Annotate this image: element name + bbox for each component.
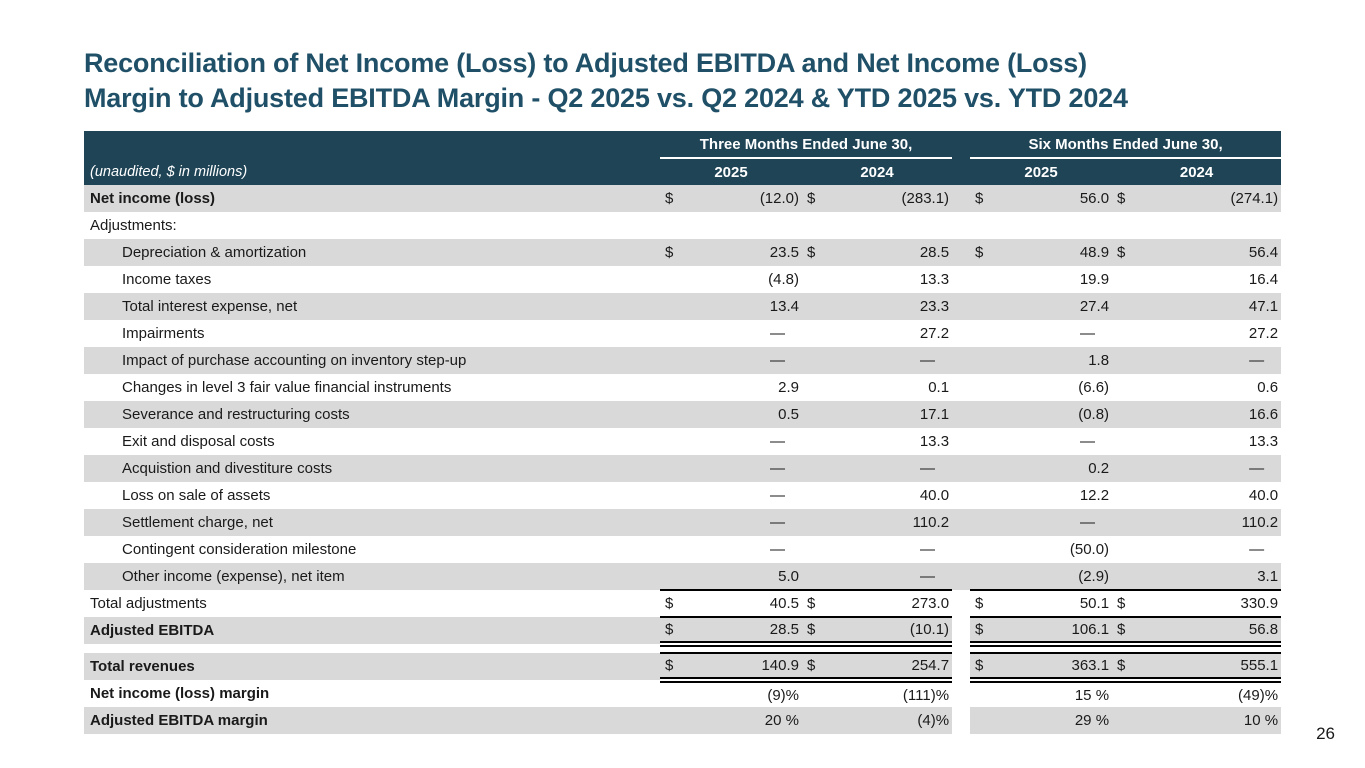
currency-symbol: [1112, 680, 1146, 707]
cell-value: (10.1): [836, 617, 952, 644]
currency-symbol: [1112, 320, 1146, 347]
column-gap: [952, 707, 970, 734]
currency-symbol: $: [802, 653, 836, 680]
currency-symbol: [1112, 428, 1146, 455]
table-row: [84, 653, 1281, 680]
currency-symbol: [970, 707, 1004, 734]
currency-symbol: [660, 563, 694, 590]
currency-symbol: $: [970, 617, 1004, 644]
cell-value: 3.1: [1146, 563, 1281, 590]
row-label: Adjustments:: [90, 217, 177, 234]
cell-value: 19.9: [1079, 271, 1110, 288]
cell-value: —: [770, 460, 785, 477]
currency-symbol: [802, 707, 836, 734]
cell-value: 1.8: [1088, 352, 1110, 369]
page-number: 26: [1316, 724, 1335, 743]
cell-value: (111)%: [902, 686, 950, 704]
currency-symbol: [802, 536, 836, 563]
cell-value: 555.1: [1146, 653, 1281, 680]
cell-value: —: [1080, 514, 1096, 531]
cell-value: 0.1: [928, 379, 950, 396]
cell-value: [1004, 212, 1112, 239]
currency-symbol: [802, 293, 836, 320]
cell-value: 13.4: [769, 298, 799, 315]
currency-symbol: $: [660, 590, 694, 617]
cell-value: 27.2: [1248, 325, 1279, 342]
cell-value: 28.5: [919, 244, 950, 261]
year-header: 2024: [1179, 163, 1214, 181]
currency-symbol: [660, 293, 694, 320]
column-gap: [952, 536, 970, 563]
currency-symbol: [802, 320, 836, 347]
currency-symbol: [802, 428, 836, 455]
column-gap: [952, 158, 970, 185]
currency-symbol: [660, 482, 694, 509]
cell-value: 28.5: [694, 617, 802, 644]
currency-symbol: [660, 266, 694, 293]
currency-symbol: $: [802, 617, 836, 644]
table-row: [84, 563, 1281, 590]
currency-symbol: [1112, 509, 1146, 536]
table-row: [84, 239, 1281, 266]
cell-value: —: [770, 433, 785, 450]
currency-symbol: $: [665, 244, 674, 261]
row-label: Depreciation & amortization: [122, 244, 307, 261]
row-label: Loss on sale of assets: [122, 487, 271, 504]
year-header: 2025: [1024, 163, 1058, 181]
column-group-header-row: [84, 131, 1281, 158]
table-row: [84, 680, 1281, 707]
currency-symbol: [1112, 266, 1146, 293]
cell-value: 0.5: [778, 406, 799, 423]
year-header-row: [84, 158, 1281, 185]
cell-value: 16.4: [1248, 271, 1279, 288]
currency-symbol: [970, 266, 1004, 293]
table-row: [84, 212, 1281, 239]
currency-symbol: [970, 401, 1004, 428]
column-gap: [952, 401, 970, 428]
currency-symbol: $: [665, 190, 674, 207]
currency-symbol: [970, 536, 1004, 563]
row-label: Adjusted EBITDA margin: [90, 712, 268, 729]
column-gap: [952, 212, 970, 239]
currency-symbol: [802, 374, 836, 401]
cell-value: 0.2: [1088, 460, 1110, 477]
currency-symbol: $: [975, 190, 984, 207]
currency-symbol: [970, 347, 1004, 374]
cell-value: 15 %: [1074, 686, 1110, 704]
row-label: Changes in level 3 fair value financial instruments: [122, 379, 452, 396]
row-label: Net income (loss) margin: [90, 685, 270, 702]
column-gap: [952, 617, 970, 644]
currency-symbol: [970, 482, 1004, 509]
cell-value: 140.9: [694, 653, 802, 680]
table-row: [84, 617, 1281, 644]
currency-symbol: [1112, 212, 1146, 239]
cell-value: 10 %: [1243, 712, 1279, 729]
currency-symbol: [660, 680, 694, 707]
table-row: [84, 482, 1281, 509]
row-label: Severance and restructuring costs: [122, 406, 350, 423]
table-row: [84, 401, 1281, 428]
slide-title: [84, 46, 1294, 116]
column-gap: [952, 653, 970, 680]
table-row: [84, 185, 1281, 212]
row-label: Contingent consideration milestone: [122, 541, 357, 558]
table-row: [84, 590, 1281, 617]
cell-value: 110.2: [1241, 514, 1279, 531]
cell-value: 330.9: [1146, 590, 1281, 617]
currency-symbol: [1112, 401, 1146, 428]
cell-value: [836, 212, 952, 239]
column-gap: [952, 509, 970, 536]
slide-title-line-2: Margin to Adjusted EBITDA Margin - Q2 2025 vs. Q2 2024 & YTD 2025 vs. YTD 2024: [84, 83, 1128, 113]
cell-value: 20 %: [764, 712, 799, 729]
column-gap: [952, 320, 970, 347]
column-gap: [952, 131, 970, 158]
column-gap: [952, 374, 970, 401]
table-row: [84, 428, 1281, 455]
currency-symbol: $: [1117, 244, 1126, 261]
cell-value: —: [770, 352, 785, 369]
currency-symbol: [660, 212, 694, 239]
currency-symbol: $: [1112, 617, 1146, 644]
column-gap: [952, 239, 970, 266]
currency-symbol: [970, 680, 1004, 707]
spacer-row: [84, 644, 1281, 653]
currency-symbol: [1112, 347, 1146, 374]
currency-symbol: [802, 563, 836, 590]
cell-value: —: [1249, 541, 1265, 558]
currency-symbol: [970, 563, 1004, 590]
row-label: Income taxes: [122, 271, 212, 288]
cell-value: (283.1): [901, 190, 950, 207]
currency-symbol: [1112, 293, 1146, 320]
slide-title-line-1: Reconciliation of Net Income (Loss) to Adjusted EBITDA and Net Income (Loss): [84, 48, 1087, 78]
currency-symbol: [660, 455, 694, 482]
cell-value: 110.2: [912, 514, 950, 531]
currency-symbol: [970, 455, 1004, 482]
column-gap: [952, 185, 970, 212]
table-row: [84, 455, 1281, 482]
cell-value: (0.8): [1078, 406, 1110, 423]
ebitda-reconciliation-table: [84, 131, 1281, 734]
cell-value: —: [920, 541, 936, 558]
column-gap: [952, 482, 970, 509]
cell-value: (4.8): [768, 271, 799, 288]
cell-value: (50.0): [1069, 541, 1110, 558]
cell-value: 27.4: [1079, 298, 1110, 315]
row-label: Impact of purchase accounting on inventory step-up: [122, 352, 467, 369]
cell-value: [694, 212, 802, 239]
currency-symbol: [802, 347, 836, 374]
cell-value: 16.6: [1248, 406, 1279, 423]
column-gap: [952, 266, 970, 293]
currency-symbol: [660, 401, 694, 428]
currency-symbol: [802, 212, 836, 239]
cell-value: (2.9): [1004, 563, 1112, 590]
cell-value: (12.0): [759, 190, 799, 207]
header-spacer-cell: [84, 131, 660, 158]
currency-symbol: [1112, 374, 1146, 401]
currency-symbol: $: [975, 244, 984, 261]
cell-value: —: [1249, 460, 1265, 477]
column-group-three-months: Three Months Ended June 30,: [660, 131, 952, 158]
table-row: [84, 293, 1281, 320]
cell-value: 50.1: [1004, 590, 1112, 617]
cell-value: 47.1: [1248, 298, 1279, 315]
currency-symbol: $: [802, 590, 836, 617]
currency-symbol: [660, 707, 694, 734]
cell-value: (49)%: [1238, 686, 1279, 704]
row-label: Total adjustments: [90, 595, 207, 612]
cell-value: (6.6): [1078, 379, 1110, 396]
column-gap: [952, 680, 970, 707]
currency-symbol: $: [660, 617, 694, 644]
currency-symbol: $: [970, 653, 1004, 680]
column-gap: [952, 590, 970, 617]
cell-value: —: [920, 460, 936, 477]
currency-symbol: [970, 509, 1004, 536]
row-label: Acquistion and divestiture costs: [122, 460, 333, 477]
cell-value: 5.0: [694, 563, 802, 590]
currency-symbol: [1112, 707, 1146, 734]
cell-value: 27.2: [919, 325, 950, 342]
cell-value: 13.3: [919, 433, 950, 450]
cell-value: —: [770, 325, 785, 342]
cell-value: (9)%: [767, 686, 799, 704]
currency-symbol: [970, 293, 1004, 320]
row-label: Net income (loss): [90, 190, 216, 207]
currency-symbol: [802, 266, 836, 293]
cell-value: —: [1249, 352, 1265, 369]
cell-value: 273.0: [836, 590, 952, 617]
cell-value: 106.1: [1004, 617, 1112, 644]
cell-value: 29 %: [1074, 712, 1110, 729]
cell-value: 56.8: [1146, 617, 1281, 644]
year-header: 2025: [714, 163, 748, 181]
currency-symbol: [970, 374, 1004, 401]
table-body: [84, 185, 1281, 734]
cell-value: —: [836, 563, 952, 590]
row-label: Settlement charge, net: [122, 514, 273, 531]
cell-value: —: [920, 352, 936, 369]
currency-symbol: [1112, 563, 1146, 590]
cell-value: 13.3: [919, 271, 950, 288]
table-row: [84, 320, 1281, 347]
currency-symbol: [660, 374, 694, 401]
cell-value: 40.0: [919, 487, 950, 504]
column-gap: [952, 455, 970, 482]
cell-value: (274.1): [1230, 190, 1279, 207]
cell-value: (4)%: [917, 712, 950, 729]
cell-value: 254.7: [836, 653, 952, 680]
currency-symbol: [1112, 536, 1146, 563]
cell-value: 56.4: [1248, 244, 1279, 261]
cell-value: 48.9: [1079, 244, 1110, 261]
currency-symbol: $: [970, 590, 1004, 617]
cell-value: [1146, 212, 1281, 239]
currency-symbol: [660, 428, 694, 455]
row-label: Impairments: [122, 325, 205, 342]
cell-value: 17.1: [919, 406, 950, 423]
cell-value: —: [1080, 325, 1096, 342]
currency-symbol: [970, 320, 1004, 347]
row-label: Other income (expense), net item: [122, 568, 345, 585]
table-row: [84, 509, 1281, 536]
currency-symbol: $: [807, 190, 816, 207]
currency-symbol: [802, 509, 836, 536]
cell-value: 23.3: [919, 298, 950, 315]
table-row: [84, 266, 1281, 293]
currency-symbol: $: [807, 244, 816, 261]
table-row: [84, 374, 1281, 401]
unaudited-note: (unaudited, $ in millions): [90, 163, 248, 180]
currency-symbol: [802, 680, 836, 707]
cell-value: 40.0: [1248, 487, 1279, 504]
currency-symbol: [802, 455, 836, 482]
currency-symbol: $: [660, 653, 694, 680]
cell-value: 56.0: [1079, 190, 1110, 207]
currency-symbol: [1112, 455, 1146, 482]
column-group-six-months: Six Months Ended June 30,: [970, 131, 1281, 158]
column-gap: [952, 347, 970, 374]
table-row: [84, 347, 1281, 374]
table-row: [84, 536, 1281, 563]
currency-symbol: [970, 212, 1004, 239]
table-header: [84, 131, 1281, 185]
currency-symbol: $: [1112, 653, 1146, 680]
cell-value: —: [770, 487, 785, 504]
column-gap: [952, 563, 970, 590]
cell-value: —: [770, 541, 785, 558]
year-header: 2024: [860, 163, 894, 181]
cell-value: 0.6: [1257, 379, 1279, 396]
cell-value: —: [770, 514, 785, 531]
currency-symbol: [802, 401, 836, 428]
currency-symbol: [1112, 482, 1146, 509]
column-gap: [952, 293, 970, 320]
currency-symbol: [802, 482, 836, 509]
cell-value: 40.5: [694, 590, 802, 617]
currency-symbol: [660, 347, 694, 374]
currency-symbol: [970, 428, 1004, 455]
row-label: Adjusted EBITDA: [90, 622, 215, 639]
currency-symbol: [660, 320, 694, 347]
table-row: [84, 707, 1281, 734]
currency-symbol: $: [1117, 190, 1126, 207]
row-label: Exit and disposal costs: [122, 433, 275, 450]
row-label: Total interest expense, net: [122, 298, 298, 315]
currency-symbol: $: [1112, 590, 1146, 617]
cell-value: —: [1080, 433, 1096, 450]
row-label: Total revenues: [90, 658, 195, 675]
cell-value: 363.1: [1004, 653, 1112, 680]
cell-value: 23.5: [769, 244, 799, 261]
cell-value: 2.9: [778, 379, 799, 396]
column-gap: [952, 428, 970, 455]
cell-value: 12.2: [1079, 487, 1110, 504]
currency-symbol: [660, 536, 694, 563]
cell-value: 13.3: [1248, 433, 1279, 450]
currency-symbol: [660, 509, 694, 536]
